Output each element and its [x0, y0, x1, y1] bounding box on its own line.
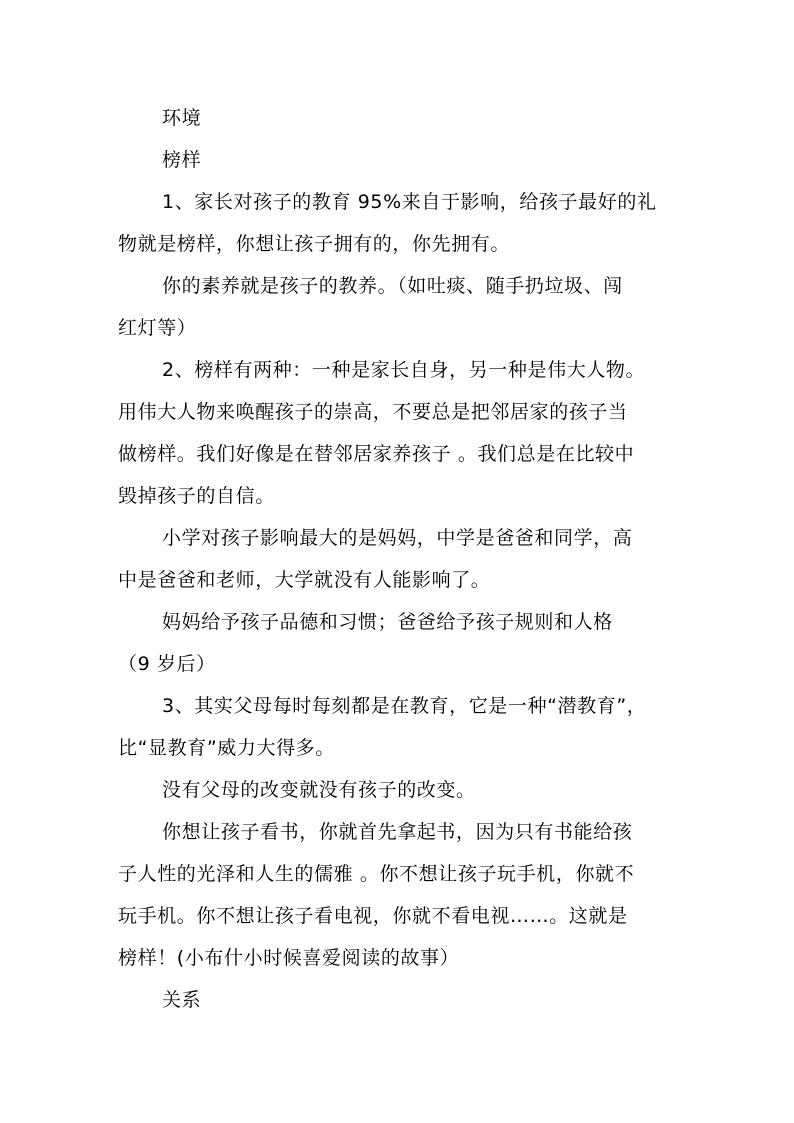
paragraph-line: 玩手机。你不想让孩子看电视，你就不看电视……。这就是 — [118, 905, 628, 927]
paragraph-line: 用伟大人物来唤醒孩子的崇高，不要总是把邻居家的孩子当 — [118, 401, 628, 423]
paragraph-line: 做榜样。我们好像是在替邻居家养孩子 。我们总是在比较中 — [118, 443, 635, 465]
paragraph-line: 比“显教育”威力大得多。 — [118, 737, 335, 759]
paragraph-line: 中是爸爸和老师，大学就没有人能影响了。 — [118, 569, 491, 591]
paragraph-line: 2、榜样有两种：一种是家长自身，另一种是伟大人物。 — [162, 359, 646, 381]
paragraph-line: （9 岁后） — [118, 653, 216, 675]
paragraph-line: 毁掉孩子的自信。 — [118, 485, 275, 507]
heading-relationship: 关系 — [162, 989, 202, 1011]
paragraph-line: 3、其实父母每时每刻都是在教育，它是一种“潜教育”， — [162, 695, 647, 717]
heading-model: 榜样 — [162, 149, 202, 171]
paragraph-line: 你想让孩子看书，你就首先拿起书，因为只有书能给孩 — [162, 821, 633, 843]
paragraph-line: 物就是榜样，你想让孩子拥有的，你先拥有。 — [118, 233, 511, 255]
paragraph-line: 妈妈给予孩子品德和习惯；爸爸给予孩子规则和人格 — [162, 611, 613, 633]
paragraph-line: 你的素养就是孩子的教养。（如吐痰、随手扔垃圾、闯 — [162, 275, 623, 297]
heading-environment: 环境 — [162, 107, 202, 129]
paragraph-line: 小学对孩子影响最大的是妈妈，中学是爸爸和同学，高 — [162, 527, 633, 549]
paragraph-line: 红灯等） — [118, 317, 197, 339]
paragraph-line: 子人性的光泽和人生的儒雅 。你不想让孩子玩手机，你就不 — [118, 863, 635, 885]
paragraph-line: 没有父母的改变就没有孩子的改变。 — [162, 779, 476, 801]
paragraph-line: 1、家长对孩子的教育 95%来自于影响，给孩子最好的礼 — [162, 191, 657, 213]
paragraph-line: 榜样！(小布什小时候喜爱阅读的故事） — [118, 947, 460, 969]
